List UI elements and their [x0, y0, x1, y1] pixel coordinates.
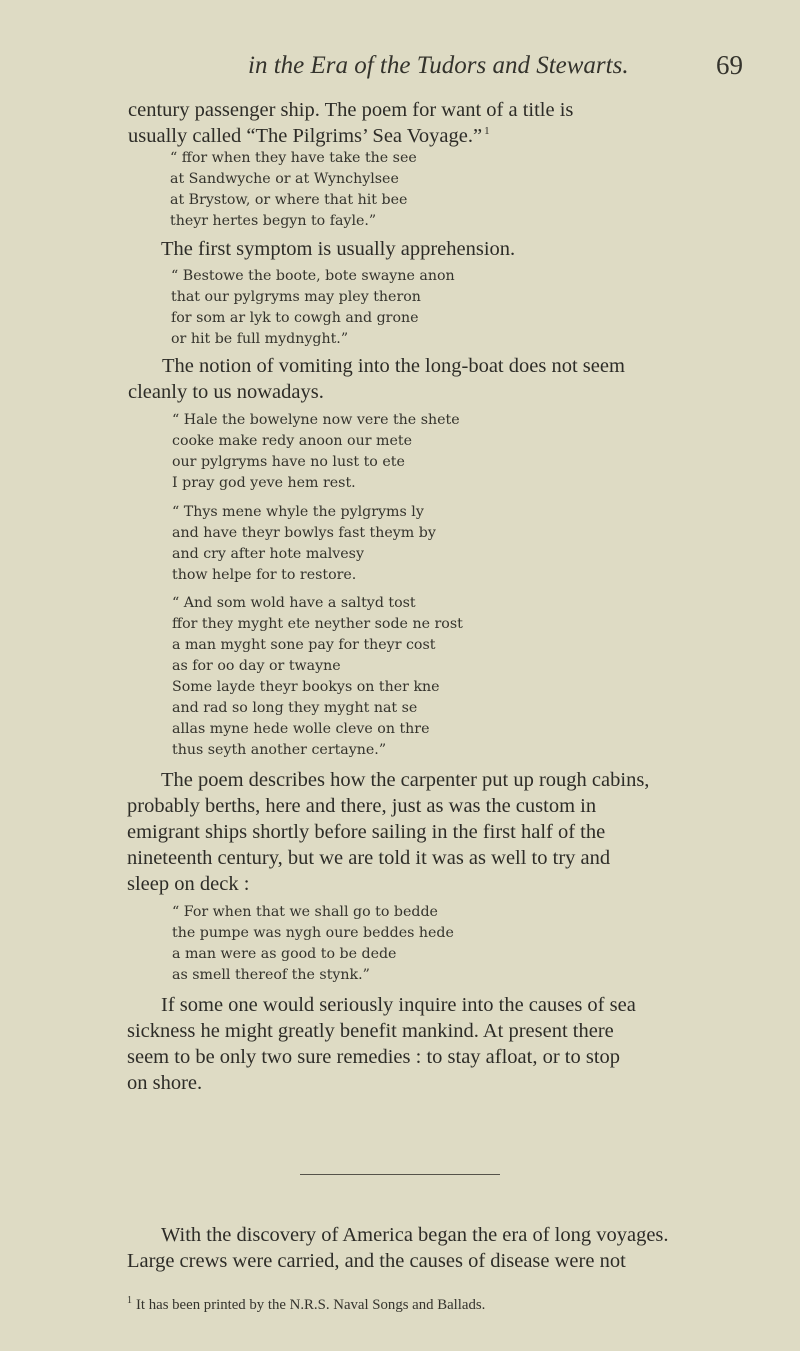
- verse-line: and have theyr bowlys fast theym by: [172, 525, 436, 541]
- text-line: sleep on deck :: [127, 873, 250, 895]
- footnote-marker: 1: [127, 1295, 132, 1306]
- verse-line: at Sandwyche or at Wynchylsee: [170, 171, 399, 187]
- verse-line: ffor they myght ete neyther sode ne rost: [172, 616, 463, 632]
- text-line: The notion of vomiting into the long-boat does not seem: [162, 355, 625, 377]
- text-line-content: usually called “The Pilgrims’ Sea Voyage.”: [128, 125, 483, 147]
- section-divider: [300, 1174, 500, 1175]
- text-line: The first symptom is usually apprehension.: [161, 238, 516, 260]
- verse-line: theyr hertes begyn to fayle.”: [170, 213, 377, 229]
- verse-line: “ Bestowe the boote, bote swayne anon: [171, 268, 455, 284]
- verse-line: as for oo day or twayne: [172, 658, 341, 674]
- verse-stanza: [172, 502, 436, 586]
- text-line: [128, 123, 573, 149]
- verse-line: “ Thys mene whyle the pylgryms ly: [172, 504, 424, 520]
- text-line: If some one would seriously inquire into the causes of sea: [161, 994, 636, 1016]
- verse-line: Some layde theyr bookys on ther kne: [172, 679, 440, 695]
- verse-line: a man were as good to be dede: [172, 946, 397, 962]
- running-head: [0, 48, 800, 84]
- verse-line: as smell thereof the stynk.”: [172, 967, 370, 983]
- verse-line: I pray god yeve hem rest.: [172, 475, 356, 491]
- text-line: seem to be only two sure remedies : to stay afloat, or to stop: [127, 1046, 621, 1068]
- footnote: [127, 1295, 485, 1315]
- verse-line: and cry after hote malvesy: [172, 546, 364, 562]
- verse-line: allas myne hede wolle cleve on thre: [172, 721, 430, 737]
- text-line: century passenger ship. The poem for want of a title is: [128, 99, 574, 121]
- footnote-text: It has been printed by the N.R.S. Naval Songs and Ballads.: [136, 1297, 486, 1313]
- verse-line: “ Hale the bowelyne now vere the shete: [172, 412, 460, 428]
- verse-line: for som ar lyk to cowgh and grone: [171, 310, 419, 326]
- running-title: in the Era of the Tudors and Stewarts.: [248, 52, 629, 79]
- text-line: cleanly to us nowadays.: [128, 381, 324, 403]
- verse-stanza: [170, 148, 417, 232]
- prose-paragraph: [128, 353, 625, 405]
- text-line: on shore.: [127, 1072, 203, 1094]
- verse-line: thus seyth another certayne.”: [172, 742, 387, 758]
- verse-line: “ And som wold have a saltyd tost: [172, 595, 416, 611]
- verse-line: a man myght sone pay for theyr cost: [172, 637, 436, 653]
- verse-stanza: [172, 410, 460, 494]
- page-number: 69: [716, 50, 743, 80]
- verse-line: that our pylgryms may pley theron: [171, 289, 421, 305]
- verse-line: thow helpe for to restore.: [172, 567, 357, 583]
- prose-paragraph-opening: [128, 97, 573, 149]
- prose-paragraph: [161, 236, 515, 262]
- text-line: sickness he might greatly benefit mankind. At present there: [127, 1020, 614, 1042]
- verse-line: “ ffor when they have take the see: [170, 150, 417, 166]
- verse-line: or hit be full mydnyght.”: [171, 331, 349, 347]
- verse-stanza: [172, 902, 454, 986]
- text-line: probably berths, here and there, just as was the custom in: [127, 795, 597, 817]
- verse-stanza: [171, 266, 455, 350]
- prose-paragraph: [127, 767, 649, 897]
- text-line: Large crews were carried, and the causes of disease were not: [127, 1250, 626, 1272]
- text-line: emigrant ships shortly before sailing in the first half of the: [127, 821, 606, 843]
- verse-line: the pumpe was nygh oure beddes hede: [172, 925, 454, 941]
- prose-paragraph: [127, 992, 636, 1096]
- prose-paragraph-closing: [127, 1222, 669, 1274]
- text-line: With the discovery of America began the era of long voyages.: [161, 1224, 669, 1246]
- verse-line: cooke make redy anoon our mete: [172, 433, 412, 449]
- verse-line: our pylgryms have no lust to ete: [172, 454, 405, 470]
- verse-stanza: [172, 593, 463, 761]
- verse-line: and rad so long they myght nat se: [172, 700, 418, 716]
- footnote-reference: 1: [484, 125, 490, 137]
- verse-line: “ For when that we shall go to bedde: [172, 904, 438, 920]
- verse-line: at Brystow, or where that hit bee: [170, 192, 408, 208]
- text-line: The poem describes how the carpenter put up rough cabins,: [161, 769, 650, 791]
- text-line: nineteenth century, but we are told it was as well to try and: [127, 847, 611, 869]
